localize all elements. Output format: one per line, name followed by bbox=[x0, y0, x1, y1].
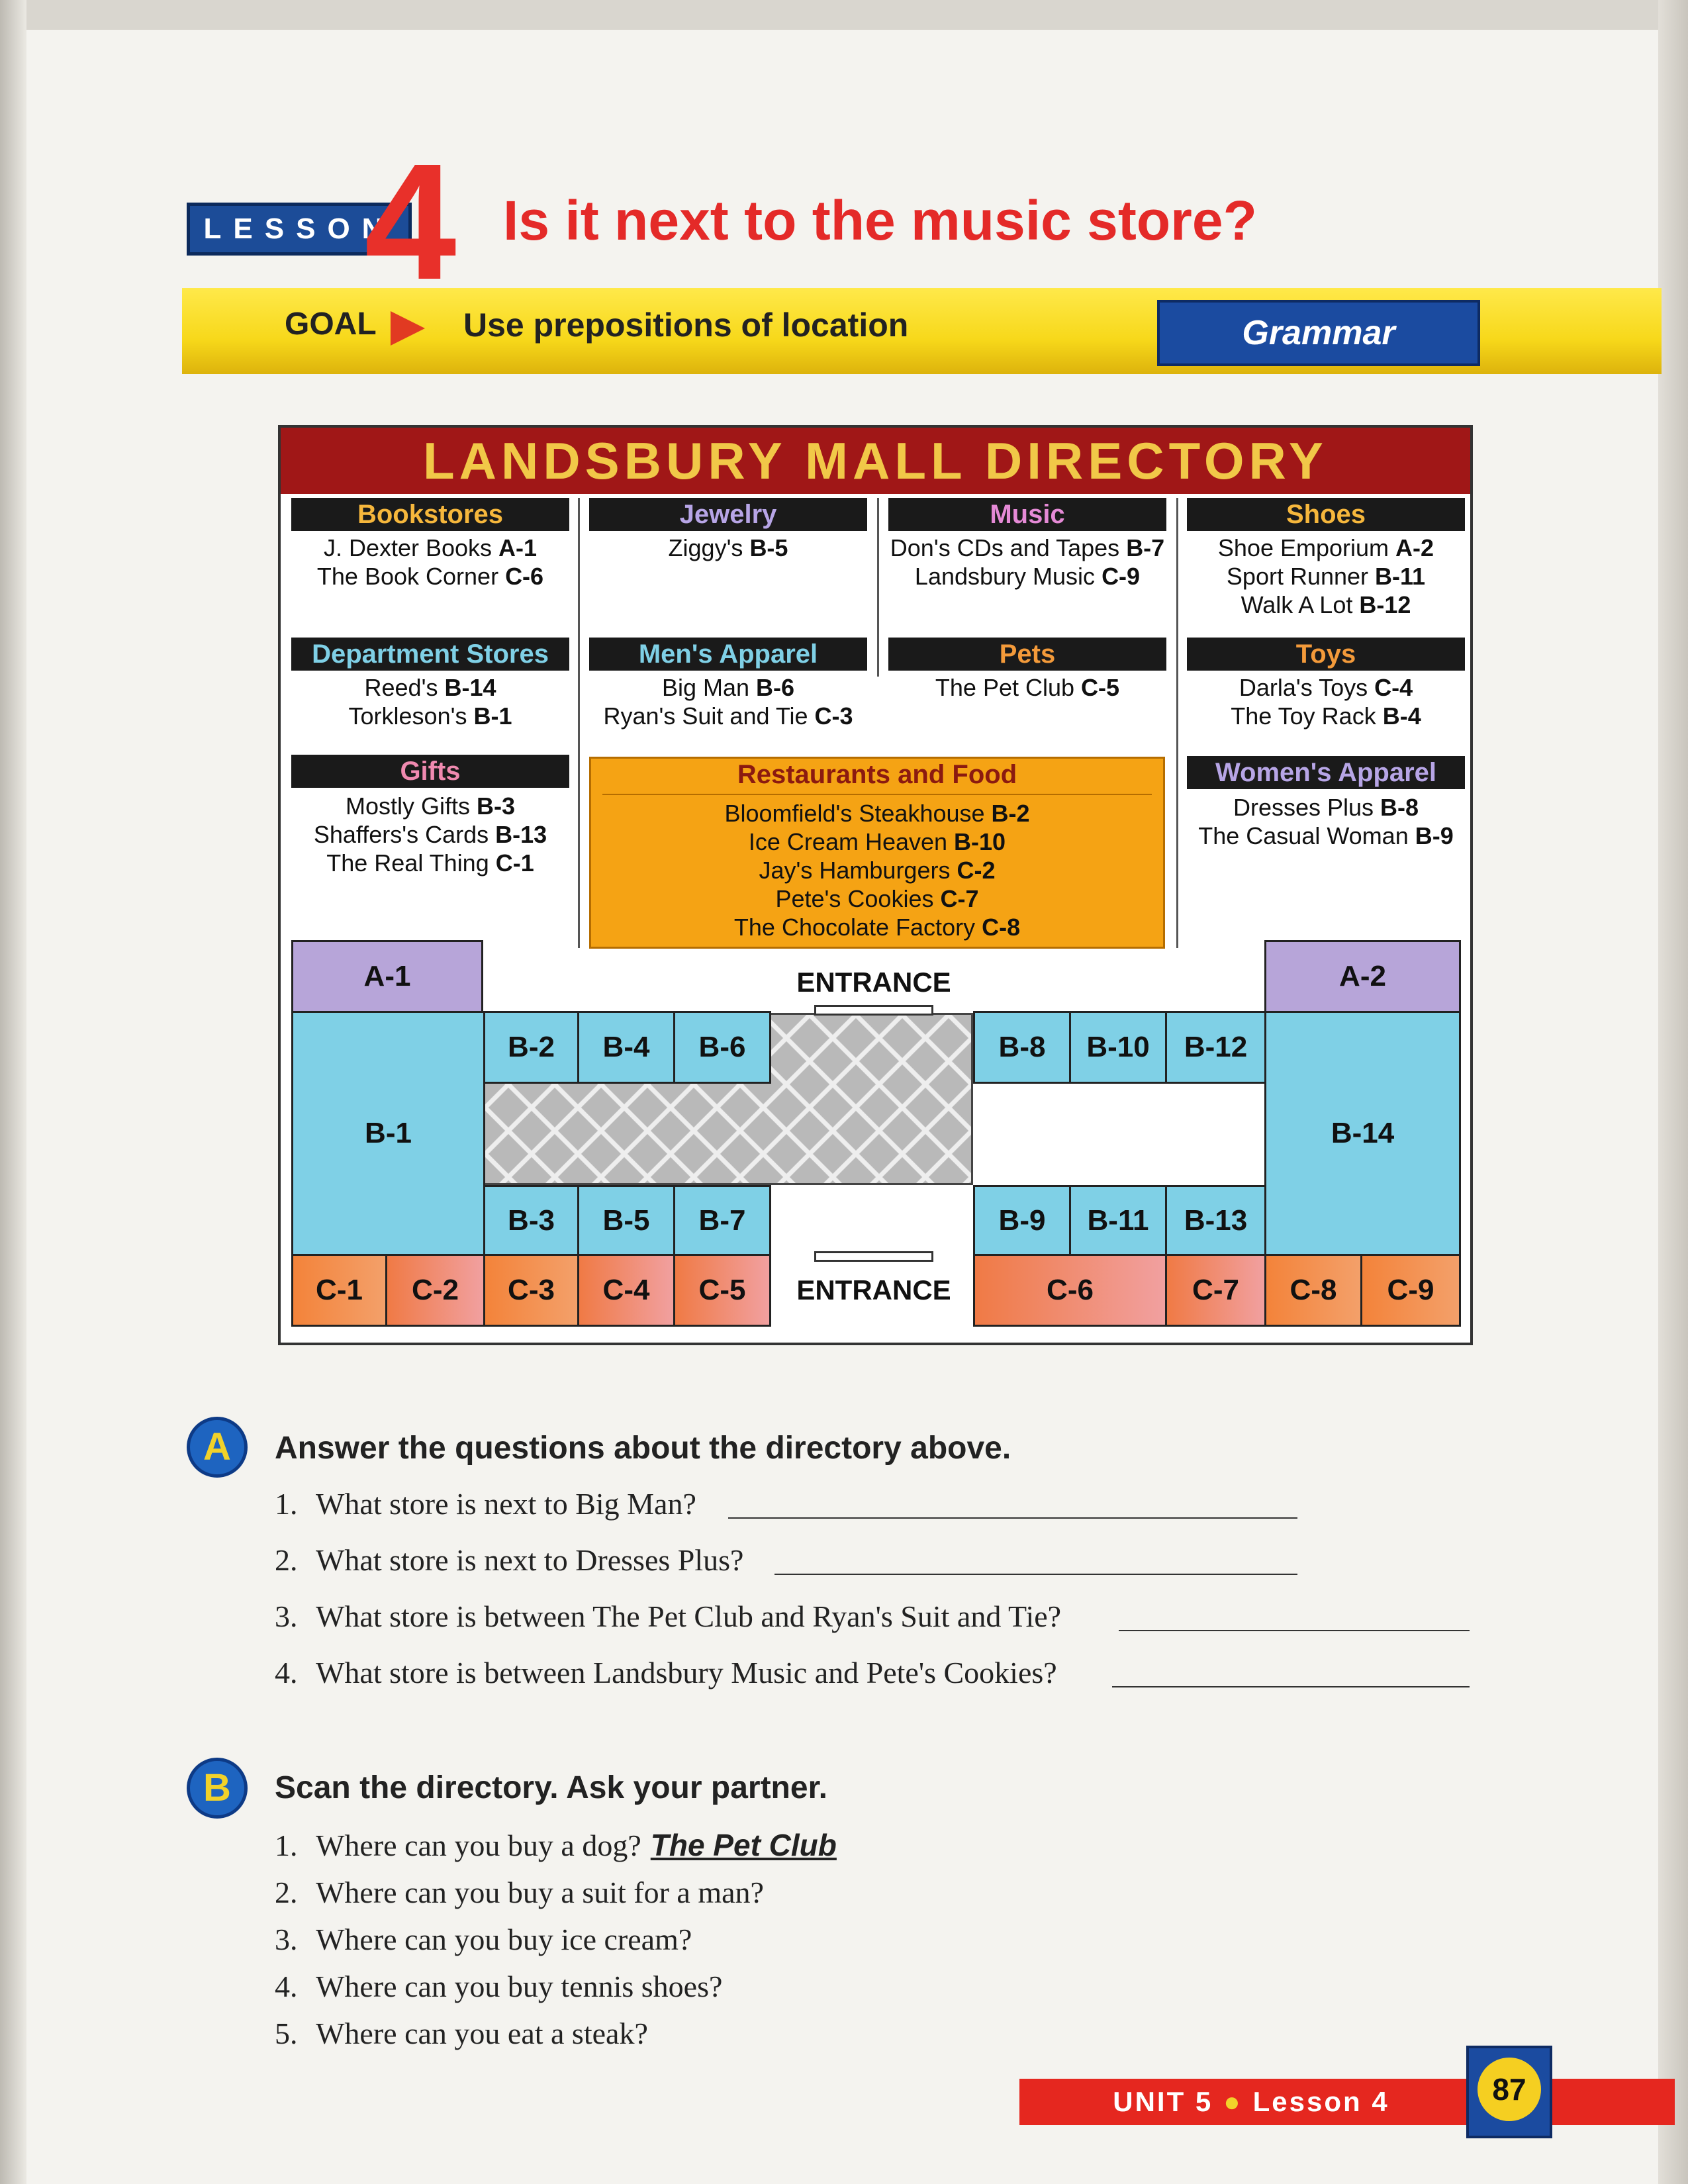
entrance-label-bottom: ENTRANCE bbox=[796, 1274, 951, 1306]
store-unit: B-13 bbox=[1165, 1185, 1266, 1256]
directory-entry bbox=[291, 673, 569, 702]
category-heading: Jewelry bbox=[589, 498, 867, 531]
store-code: B-13 bbox=[495, 821, 547, 848]
store-unit: C-2 bbox=[385, 1254, 485, 1327]
entrance-door bbox=[814, 1005, 933, 1016]
question-number: 3. bbox=[275, 1599, 298, 1633]
store-name: Ice Cream Heaven bbox=[748, 828, 955, 855]
store-unit: B-9 bbox=[973, 1185, 1071, 1256]
category-list bbox=[888, 534, 1166, 591]
question-number: 1. bbox=[275, 1828, 298, 1862]
entrance-label-top: ENTRANCE bbox=[796, 967, 951, 998]
store-name: The Casual Woman bbox=[1198, 822, 1415, 849]
column-divider bbox=[578, 498, 580, 948]
directory-entry bbox=[291, 702, 569, 730]
store-code: C-5 bbox=[1081, 674, 1120, 701]
directory-entry bbox=[291, 562, 569, 591]
answer-line[interactable] bbox=[774, 1574, 1297, 1575]
store-code: A-2 bbox=[1395, 534, 1434, 561]
store-name: Shoe Emporium bbox=[1217, 534, 1396, 561]
store-code: C-7 bbox=[940, 885, 979, 912]
question-text: Where can you buy tennis shoes? bbox=[316, 1970, 723, 2003]
category-list bbox=[291, 534, 569, 591]
play-arrow-icon bbox=[391, 311, 425, 346]
store-code: B-12 bbox=[1359, 591, 1411, 618]
directory-entry bbox=[589, 913, 1165, 941]
store-code: C-6 bbox=[505, 563, 544, 590]
question-item bbox=[275, 2016, 648, 2051]
question-item bbox=[275, 1543, 743, 1578]
question-text: Where can you buy a dog? bbox=[316, 1828, 641, 1862]
directory-entry bbox=[1187, 702, 1465, 730]
category-list bbox=[1187, 673, 1465, 730]
directory-entry bbox=[589, 702, 867, 730]
store-unit: B-7 bbox=[673, 1185, 771, 1256]
directory-entry bbox=[291, 534, 569, 562]
store-name: Mostly Gifts bbox=[345, 792, 477, 820]
store-unit: A-2 bbox=[1264, 940, 1461, 1013]
category-heading: Women's Apparel bbox=[1187, 756, 1465, 789]
question-item bbox=[275, 1875, 764, 1910]
exercise-a-badge: A bbox=[187, 1417, 248, 1478]
entrance-door bbox=[814, 1251, 933, 1262]
store-name: Torkleson's bbox=[348, 702, 474, 730]
store-name: Shaffers's Cards bbox=[313, 821, 496, 848]
exercise-b-heading: Scan the directory. Ask your partner. bbox=[275, 1770, 827, 1805]
store-code: C-9 bbox=[1102, 563, 1141, 590]
store-name: Ziggy's bbox=[668, 534, 750, 561]
category-list bbox=[589, 673, 867, 730]
section-tag: Grammar bbox=[1157, 300, 1480, 366]
directory-entry bbox=[1187, 562, 1465, 591]
store-unit: B-10 bbox=[1069, 1011, 1167, 1084]
store-name: Darla's Toys bbox=[1239, 674, 1375, 701]
store-code: B-4 bbox=[1382, 702, 1421, 730]
directory-entry bbox=[888, 673, 1166, 702]
goal-label: GOAL bbox=[285, 307, 377, 342]
store-unit: C-8 bbox=[1264, 1254, 1362, 1327]
category-list bbox=[888, 673, 1166, 702]
store-unit: B-5 bbox=[577, 1185, 675, 1256]
store-unit: C-4 bbox=[577, 1254, 675, 1327]
store-code: C-1 bbox=[495, 849, 534, 877]
category-list bbox=[1187, 534, 1465, 619]
store-unit: B-14 bbox=[1264, 1011, 1461, 1256]
store-name: Ryan's Suit and Tie bbox=[603, 702, 815, 730]
store-code: B-9 bbox=[1415, 822, 1454, 849]
category-list bbox=[291, 792, 569, 877]
category-list bbox=[291, 673, 569, 730]
store-name: The Chocolate Factory bbox=[733, 914, 982, 941]
question-number: 3. bbox=[275, 1923, 298, 1956]
store-code: B-3 bbox=[477, 792, 516, 820]
directory-entry bbox=[291, 849, 569, 877]
lesson-number: 4 bbox=[364, 129, 457, 314]
directory-entry bbox=[589, 799, 1165, 828]
store-name: J. Dexter Books bbox=[323, 534, 499, 561]
directory-entry bbox=[589, 884, 1165, 913]
category-list bbox=[1187, 793, 1465, 850]
store-unit: B-4 bbox=[577, 1011, 675, 1084]
example-answer: The Pet Club bbox=[650, 1828, 837, 1862]
footer-label bbox=[1019, 2079, 1483, 2125]
category-heading: Gifts bbox=[291, 755, 569, 788]
question-text: Where can you buy a suit for a man? bbox=[316, 1875, 764, 1909]
store-unit: C-3 bbox=[483, 1254, 579, 1327]
category-heading: Restaurants and Food bbox=[737, 760, 1017, 789]
exercise-b-badge: B bbox=[187, 1758, 248, 1819]
question-number: 2. bbox=[275, 1875, 298, 1909]
store-code: B-6 bbox=[756, 674, 795, 701]
question-text: What store is next to Dresses Plus? bbox=[316, 1543, 744, 1577]
category-list bbox=[589, 534, 867, 562]
store-unit: C-7 bbox=[1165, 1254, 1266, 1327]
store-code: A-1 bbox=[498, 534, 538, 561]
store-code: C-3 bbox=[814, 702, 853, 730]
answer-line[interactable] bbox=[1112, 1686, 1470, 1687]
store-unit: B-6 bbox=[673, 1011, 771, 1084]
store-code: B-11 bbox=[1375, 563, 1426, 590]
store-unit: B-11 bbox=[1069, 1185, 1167, 1256]
directory-entry bbox=[589, 828, 1165, 856]
directory-entry bbox=[1187, 822, 1465, 850]
category-heading: Men's Apparel bbox=[589, 638, 867, 671]
page-top-shadow bbox=[0, 0, 1688, 30]
question-text: What store is between The Pet Club and Ryan's Suit and Tie? bbox=[316, 1599, 1062, 1633]
store-unit: C-9 bbox=[1360, 1254, 1461, 1327]
store-unit: C-1 bbox=[291, 1254, 387, 1327]
page-number: 87 bbox=[1477, 2058, 1541, 2121]
directory-entry bbox=[888, 562, 1166, 591]
directory-entry bbox=[888, 534, 1166, 562]
store-name: The Real Thing bbox=[326, 849, 496, 877]
question-number: 4. bbox=[275, 1970, 298, 2003]
store-code: C-8 bbox=[982, 914, 1021, 941]
footer-unit: UNIT 5 bbox=[1113, 2086, 1213, 2117]
column-divider bbox=[1176, 498, 1178, 948]
question-number: 1. bbox=[275, 1487, 298, 1521]
store-unit: A-1 bbox=[291, 940, 483, 1013]
directory-title: LANDSBURY MALL DIRECTORY bbox=[281, 428, 1470, 494]
question-number: 5. bbox=[275, 2017, 298, 2050]
question-item bbox=[275, 1599, 1061, 1634]
store-unit: B-3 bbox=[483, 1185, 579, 1256]
directory-entry bbox=[589, 534, 867, 562]
lesson-label: LESSON bbox=[187, 203, 412, 256]
store-name: Don's CDs and Tapes bbox=[890, 534, 1127, 561]
question-text: Where can you buy ice cream? bbox=[316, 1923, 692, 1956]
store-code: B-7 bbox=[1126, 534, 1165, 561]
question-number: 2. bbox=[275, 1543, 298, 1577]
category-heading: Shoes bbox=[1187, 498, 1465, 531]
store-name: The Toy Rack bbox=[1231, 702, 1383, 730]
category-heading: Pets bbox=[888, 638, 1166, 671]
question-number: 4. bbox=[275, 1656, 298, 1689]
store-name: The Book Corner bbox=[316, 563, 506, 590]
store-code: B-8 bbox=[1380, 794, 1419, 821]
store-unit: B-1 bbox=[291, 1011, 485, 1256]
store-name: Sport Runner bbox=[1226, 563, 1376, 590]
store-unit: B-12 bbox=[1165, 1011, 1266, 1084]
question-item bbox=[275, 1969, 722, 2004]
store-name: Landsbury Music bbox=[914, 563, 1102, 590]
category-heading: Toys bbox=[1187, 638, 1465, 671]
question-text: What store is between Landsbury Music and Pete's Cookies? bbox=[316, 1656, 1057, 1689]
page-edge bbox=[1658, 0, 1688, 2184]
question-text: What store is next to Big Man? bbox=[316, 1487, 696, 1521]
store-name: Jay's Hamburgers bbox=[759, 857, 957, 884]
goal-text: Use prepositions of location bbox=[463, 307, 909, 344]
category-heading: Music bbox=[888, 498, 1166, 531]
store-name: Walk A Lot bbox=[1241, 591, 1360, 618]
question-text: Where can you eat a steak? bbox=[316, 2017, 648, 2050]
category-list bbox=[589, 799, 1165, 941]
directory-entry bbox=[589, 856, 1165, 884]
store-unit: C-6 bbox=[973, 1254, 1167, 1327]
store-name: Bloomfield's Steakhouse bbox=[724, 800, 992, 827]
question-item bbox=[275, 1827, 837, 1863]
store-code: B-1 bbox=[473, 702, 512, 730]
directory-entry bbox=[291, 792, 569, 820]
directory-entry bbox=[1187, 591, 1465, 619]
store-name: Reed's bbox=[364, 674, 445, 701]
directory-entry bbox=[1187, 793, 1465, 822]
store-name: Dresses Plus bbox=[1233, 794, 1381, 821]
question-item bbox=[275, 1486, 696, 1521]
store-name: Big Man bbox=[661, 674, 757, 701]
directory-entry bbox=[1187, 534, 1465, 562]
store-code: B-2 bbox=[991, 800, 1030, 827]
bullet-icon: ● bbox=[1223, 2086, 1243, 2117]
store-name: The Pet Club bbox=[935, 674, 1082, 701]
footer-lesson: Lesson 4 bbox=[1252, 2086, 1389, 2117]
store-code: B-10 bbox=[954, 828, 1006, 855]
column-divider bbox=[877, 498, 879, 677]
store-unit: B-8 bbox=[973, 1011, 1071, 1084]
store-code: C-2 bbox=[957, 857, 996, 884]
store-unit: B-2 bbox=[483, 1011, 579, 1084]
answer-line[interactable] bbox=[1119, 1630, 1470, 1631]
directory-entry bbox=[589, 673, 867, 702]
store-unit: C-5 bbox=[673, 1254, 771, 1327]
question-item bbox=[275, 1655, 1057, 1690]
page-title: Is it next to the music store? bbox=[503, 189, 1257, 252]
directory-entry bbox=[291, 820, 569, 849]
directory-entry bbox=[1187, 673, 1465, 702]
store-code: B-14 bbox=[444, 674, 496, 701]
store-code: B-5 bbox=[749, 534, 788, 561]
question-item bbox=[275, 1922, 692, 1957]
store-code: C-4 bbox=[1374, 674, 1413, 701]
food-divider bbox=[602, 794, 1152, 795]
category-heading: Bookstores bbox=[291, 498, 569, 531]
book-spine bbox=[0, 0, 26, 2184]
answer-line[interactable] bbox=[728, 1517, 1297, 1519]
category-heading: Department Stores bbox=[291, 638, 569, 671]
exercise-a-heading: Answer the questions about the directory above. bbox=[275, 1431, 1011, 1466]
store-name: Pete's Cookies bbox=[775, 885, 941, 912]
